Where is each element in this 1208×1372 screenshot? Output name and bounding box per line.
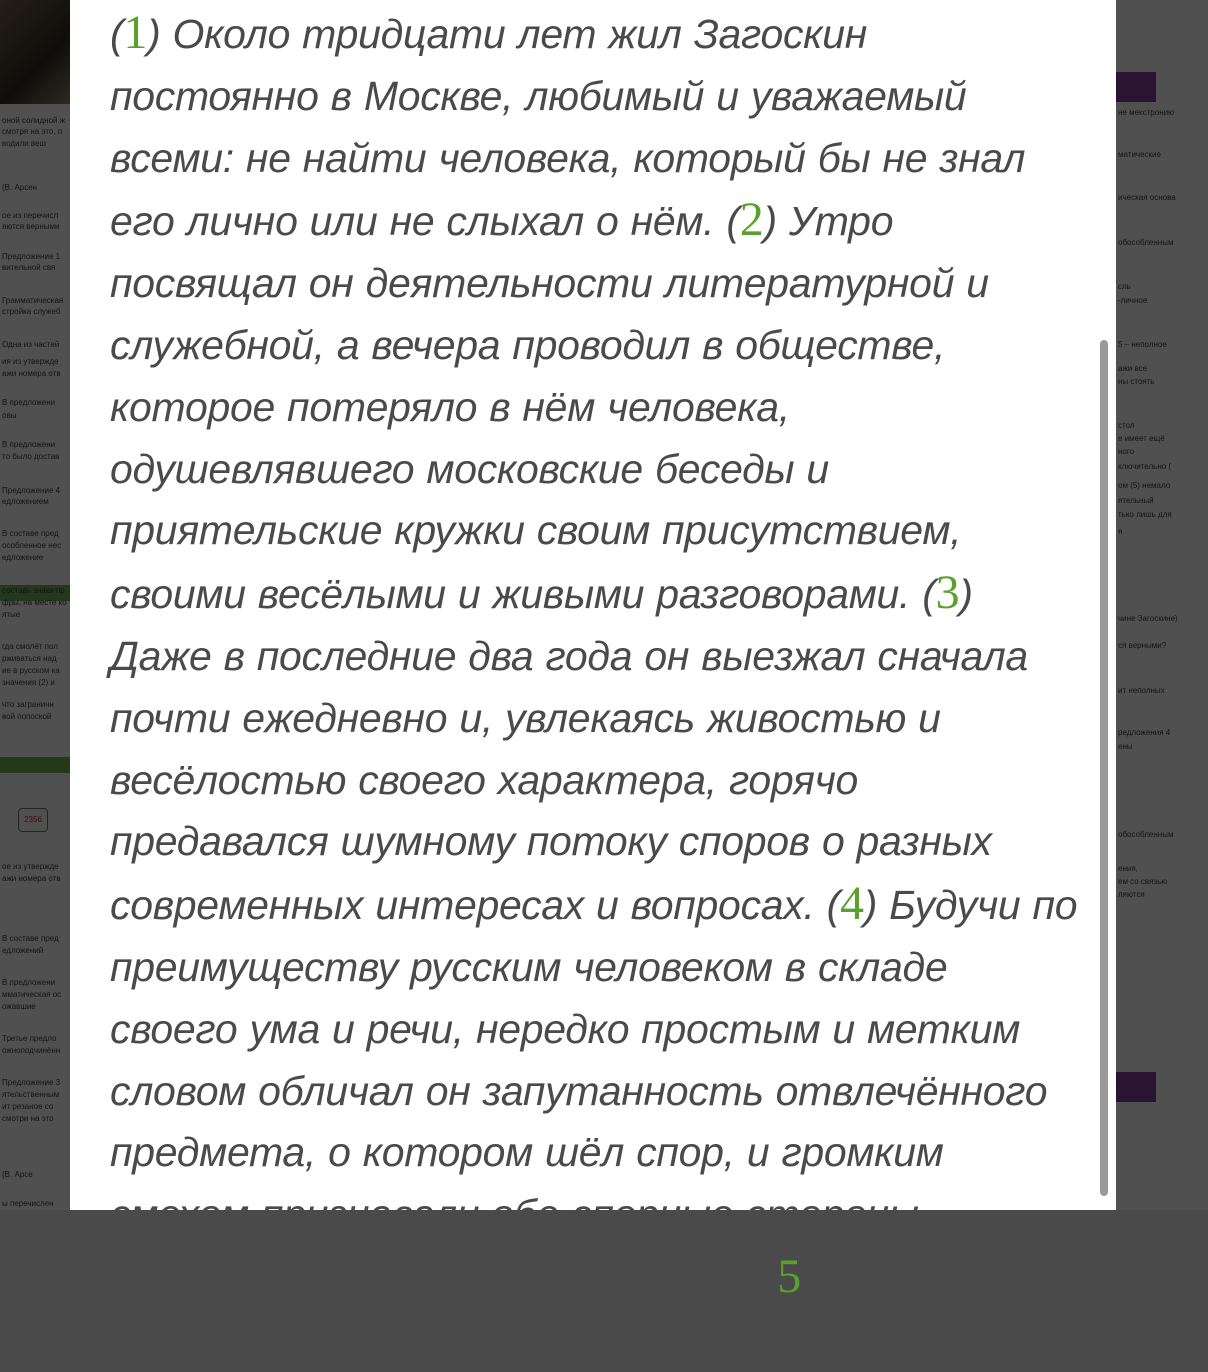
sentence-marker: (5) — [763, 1249, 815, 1303]
reading-text-modal — [70, 0, 1116, 1363]
sentence-marker: (2) — [726, 193, 777, 247]
sentence-marker: (1) — [110, 6, 161, 59]
sentence-number: 3 — [935, 566, 960, 620]
sentence-number: 2 — [739, 193, 764, 247]
sentence-number: 5 — [777, 1249, 801, 1303]
sentence-marker: (4) — [826, 877, 878, 931]
sentence-text: Около тридцати лет жил Загоскин постоянно в Москве, любимый и уважаемый всеми: не найти человека, который бы не знал его лично или не слыхал о нём. — [110, 11, 1026, 245]
sentence-text: Будучи по преимуществу русским человеком в складе своего ума и речи, нередко простым и метким словом обличал он запутанность отвлечённого предмета, о котором шёл спор, и громким смехом признавали обе спорные стороны верность живописного эпитета. — [110, 882, 1078, 1301]
reading-text — [110, 0, 1078, 1372]
modal-scrollbar[interactable] — [1100, 340, 1108, 1196]
sentence-text: Тяжело, грустно — [110, 1254, 977, 1363]
sentence-text: Даже в последние два года он выезжал сначала почти ежедневно и, увлекаясь живостью и весёлостью своего характера, горячо предавался шумному потоку споров о разных современных интересах и вопросах. — [110, 632, 1028, 929]
sentence-marker: (3) — [922, 566, 973, 620]
sentence-text: Утро посвящал он деятельности литературной и служебной, а вечера проводил в обществе, которое потеряло в нём человека, одушевлявшего московские беседы и приятельские кружки своим присутствием, своими весёлыми и живыми разговорами. — [110, 198, 989, 618]
sentence-number: 4 — [840, 877, 864, 931]
sentence-number: 1 — [123, 6, 148, 59]
